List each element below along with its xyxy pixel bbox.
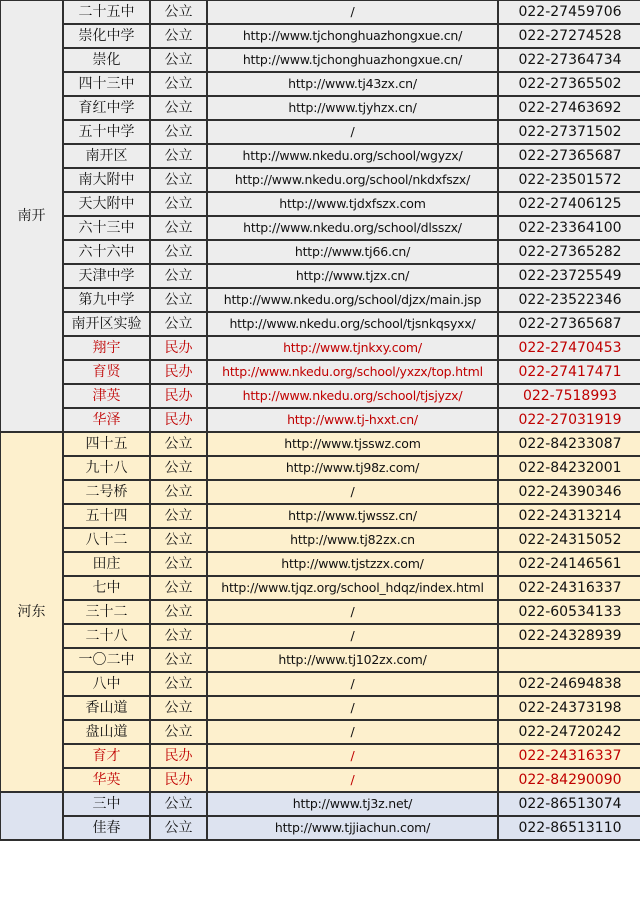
- school-type-cell: 公立: [150, 72, 207, 96]
- phone-cell: 022-23501572: [498, 168, 640, 192]
- table-row: [0, 744, 640, 768]
- table-row: [0, 528, 640, 552]
- school-type-cell: 公立: [150, 288, 207, 312]
- school-name-cell: 一〇二中: [63, 648, 150, 672]
- table-row: [0, 384, 640, 408]
- website-cell: /: [207, 672, 498, 696]
- table-row: [0, 72, 640, 96]
- phone-cell: 022-27365687: [498, 312, 640, 336]
- website-cell[interactable]: http://www.tj3z.net/: [207, 792, 498, 816]
- phone-cell: 022-24373198: [498, 696, 640, 720]
- table-row: [0, 624, 640, 648]
- school-name-cell: 天大附中: [63, 192, 150, 216]
- table-row: [0, 360, 640, 384]
- website-cell[interactable]: http://www.tjchonghuazhongxue.cn/: [207, 24, 498, 48]
- website-cell[interactable]: http://www.nkedu.org/school/tjsnkqsyxx/: [207, 312, 498, 336]
- school-type-cell: 民办: [150, 408, 207, 432]
- school-type-cell: 民办: [150, 336, 207, 360]
- school-type-cell: 公立: [150, 576, 207, 600]
- school-name-cell: 华泽: [63, 408, 150, 432]
- school-type-cell: 公立: [150, 720, 207, 744]
- phone-cell: 022-27274528: [498, 24, 640, 48]
- school-name-cell: 育贤: [63, 360, 150, 384]
- table-row: [0, 768, 640, 792]
- school-name-cell: 二十八: [63, 624, 150, 648]
- school-name-cell: 盘山道: [63, 720, 150, 744]
- table-row: [0, 216, 640, 240]
- phone-cell: 022-24390346: [498, 480, 640, 504]
- phone-cell: 022-24328939: [498, 624, 640, 648]
- school-type-cell: 公立: [150, 432, 207, 456]
- phone-cell: 022-23522346: [498, 288, 640, 312]
- phone-cell: 022-27459706: [498, 0, 640, 24]
- table-row: [0, 144, 640, 168]
- table-row: [0, 504, 640, 528]
- phone-cell: 022-24694838: [498, 672, 640, 696]
- school-type-cell: 民办: [150, 360, 207, 384]
- website-cell: /: [207, 744, 498, 768]
- school-type-cell: 公立: [150, 48, 207, 72]
- phone-cell: 022-27031919: [498, 408, 640, 432]
- table-row: [0, 432, 640, 456]
- website-cell: /: [207, 768, 498, 792]
- phone-cell: 022-27371502: [498, 120, 640, 144]
- table-row: [0, 312, 640, 336]
- school-name-cell: 华英: [63, 768, 150, 792]
- school-name-cell: 五十中学: [63, 120, 150, 144]
- school-name-cell: 崇化: [63, 48, 150, 72]
- phone-cell: 022-84232001: [498, 456, 640, 480]
- table-row: [0, 552, 640, 576]
- school-name-cell: 三十二: [63, 600, 150, 624]
- school-type-cell: 公立: [150, 168, 207, 192]
- phone-cell: 022-24315052: [498, 528, 640, 552]
- table-row: [0, 816, 640, 840]
- school-type-cell: 公立: [150, 216, 207, 240]
- phone-cell: 022-27406125: [498, 192, 640, 216]
- website-cell: /: [207, 0, 498, 24]
- school-name-cell: 六十六中: [63, 240, 150, 264]
- school-type-cell: 公立: [150, 648, 207, 672]
- table-row: [0, 720, 640, 744]
- phone-cell: 022-27463692: [498, 96, 640, 120]
- school-type-cell: 公立: [150, 504, 207, 528]
- school-type-cell: 公立: [150, 816, 207, 840]
- table-row: [0, 336, 640, 360]
- school-type-cell: 民办: [150, 768, 207, 792]
- table-row: [0, 696, 640, 720]
- school-type-cell: 公立: [150, 480, 207, 504]
- website-cell[interactable]: http://www.nkedu.org/school/djzx/main.jsp: [207, 288, 498, 312]
- website-cell: /: [207, 600, 498, 624]
- school-type-cell: 公立: [150, 24, 207, 48]
- school-type-cell: 公立: [150, 192, 207, 216]
- phone-cell: 022-24316337: [498, 744, 640, 768]
- school-type-cell: 公立: [150, 792, 207, 816]
- website-cell[interactable]: http://www.tj43zx.cn/: [207, 72, 498, 96]
- table-row: [0, 168, 640, 192]
- website-cell[interactable]: http://www.nkedu.org/school/tjsjyzx/: [207, 384, 498, 408]
- website-cell[interactable]: http://www.tjsswz.com: [207, 432, 498, 456]
- table-row: [0, 792, 640, 816]
- website-cell[interactable]: http://www.tj98z.com/: [207, 456, 498, 480]
- school-name-cell: 佳春: [63, 816, 150, 840]
- school-type-cell: 公立: [150, 552, 207, 576]
- table-row: [0, 480, 640, 504]
- phone-cell: 022-84233087: [498, 432, 640, 456]
- school-name-cell: 三中: [63, 792, 150, 816]
- school-type-cell: 公立: [150, 312, 207, 336]
- school-type-cell: 公立: [150, 144, 207, 168]
- school-name-cell: 五十四: [63, 504, 150, 528]
- district-cell: 河东: [0, 432, 63, 792]
- school-name-cell: 二十五中: [63, 0, 150, 24]
- website-cell[interactable]: http://www.tjchonghuazhongxue.cn/: [207, 48, 498, 72]
- table-row: [0, 120, 640, 144]
- school-name-cell: 第九中学: [63, 288, 150, 312]
- phone-cell: 022-23364100: [498, 216, 640, 240]
- school-name-cell: 南开区实验: [63, 312, 150, 336]
- district-cell: [0, 792, 63, 840]
- website-cell[interactable]: http://www.tjdxfszx.com: [207, 192, 498, 216]
- school-type-cell: 公立: [150, 264, 207, 288]
- school-name-cell: 香山道: [63, 696, 150, 720]
- school-type-cell: 民办: [150, 384, 207, 408]
- school-name-cell: 育红中学: [63, 96, 150, 120]
- website-cell[interactable]: http://www.tjnkxy.com/: [207, 336, 498, 360]
- school-name-cell: 九十八: [63, 456, 150, 480]
- school-type-cell: 公立: [150, 528, 207, 552]
- phone-cell: 022-7518993: [498, 384, 640, 408]
- phone-cell: 022-27365282: [498, 240, 640, 264]
- school-type-cell: 公立: [150, 456, 207, 480]
- school-type-cell: 公立: [150, 672, 207, 696]
- school-type-cell: 公立: [150, 120, 207, 144]
- website-cell: /: [207, 480, 498, 504]
- website-cell: /: [207, 120, 498, 144]
- table-row: [0, 576, 640, 600]
- school-type-cell: 公立: [150, 624, 207, 648]
- phone-cell: 022-86513110: [498, 816, 640, 840]
- website-cell[interactable]: http://www.tj82zx.cn: [207, 528, 498, 552]
- table-row: [0, 672, 640, 696]
- phone-cell: 022-27365687: [498, 144, 640, 168]
- school-type-cell: 公立: [150, 240, 207, 264]
- phone-cell: 022-24720242: [498, 720, 640, 744]
- school-name-cell: 八十二: [63, 528, 150, 552]
- school-name-cell: 天津中学: [63, 264, 150, 288]
- phone-cell: 022-84290090: [498, 768, 640, 792]
- table-row: [0, 240, 640, 264]
- phone-cell: 022-60534133: [498, 600, 640, 624]
- school-type-cell: 公立: [150, 0, 207, 24]
- phone-cell: [498, 648, 640, 672]
- website-cell[interactable]: http://www.nkedu.org/school/nkdxfszx/: [207, 168, 498, 192]
- school-name-cell: 七中: [63, 576, 150, 600]
- school-name-cell: 田庄: [63, 552, 150, 576]
- table-row: [0, 288, 640, 312]
- phone-cell: 022-24316337: [498, 576, 640, 600]
- school-type-cell: 公立: [150, 96, 207, 120]
- school-name-cell: 南大附中: [63, 168, 150, 192]
- website-cell[interactable]: http://www.tjyhzx.cn/: [207, 96, 498, 120]
- website-cell: /: [207, 624, 498, 648]
- school-name-cell: 南开区: [63, 144, 150, 168]
- table-row: [0, 48, 640, 72]
- website-cell[interactable]: http://www.tjwssz.cn/: [207, 504, 498, 528]
- school-name-cell: 崇化中学: [63, 24, 150, 48]
- website-cell[interactable]: http://www.nkedu.org/school/dlsszx/: [207, 216, 498, 240]
- table-row: [0, 96, 640, 120]
- table-row: [0, 0, 640, 24]
- school-name-cell: 四十五: [63, 432, 150, 456]
- website-cell[interactable]: http://www.nkedu.org/school/yxzx/top.html: [207, 360, 498, 384]
- table-row: [0, 600, 640, 624]
- website-cell[interactable]: http://www.tjqz.org/school_hdqz/index.html: [207, 576, 498, 600]
- website-cell[interactable]: http://www.tj102zx.com/: [207, 648, 498, 672]
- phone-cell: 022-27365502: [498, 72, 640, 96]
- website-cell[interactable]: http://www.tj-hxxt.cn/: [207, 408, 498, 432]
- district-cell: 南开: [0, 0, 63, 432]
- website-cell[interactable]: http://www.tjstzzx.com/: [207, 552, 498, 576]
- school-name-cell: 八中: [63, 672, 150, 696]
- phone-cell: 022-24146561: [498, 552, 640, 576]
- table-row: [0, 408, 640, 432]
- school-name-cell: 翔宇: [63, 336, 150, 360]
- phone-cell: 022-24313214: [498, 504, 640, 528]
- phone-cell: 022-86513074: [498, 792, 640, 816]
- website-cell[interactable]: http://www.tjjiachun.com/: [207, 816, 498, 840]
- table-row: [0, 456, 640, 480]
- table-row: [0, 648, 640, 672]
- table-row: [0, 24, 640, 48]
- phone-cell: 022-27417471: [498, 360, 640, 384]
- website-cell[interactable]: http://www.nkedu.org/school/wgyzx/: [207, 144, 498, 168]
- phone-cell: 022-27364734: [498, 48, 640, 72]
- phone-cell: 022-23725549: [498, 264, 640, 288]
- school-name-cell: 育才: [63, 744, 150, 768]
- phone-cell: 022-27470453: [498, 336, 640, 360]
- website-cell[interactable]: http://www.tjzx.cn/: [207, 264, 498, 288]
- school-name-cell: 二号桥: [63, 480, 150, 504]
- school-type-cell: 公立: [150, 696, 207, 720]
- website-cell: /: [207, 696, 498, 720]
- school-type-cell: 公立: [150, 600, 207, 624]
- website-cell[interactable]: http://www.tj66.cn/: [207, 240, 498, 264]
- school-type-cell: 民办: [150, 744, 207, 768]
- school-name-cell: 四十三中: [63, 72, 150, 96]
- school-name-cell: 津英: [63, 384, 150, 408]
- school-name-cell: 六十三中: [63, 216, 150, 240]
- table-row: [0, 192, 640, 216]
- table-row: [0, 264, 640, 288]
- website-cell: /: [207, 720, 498, 744]
